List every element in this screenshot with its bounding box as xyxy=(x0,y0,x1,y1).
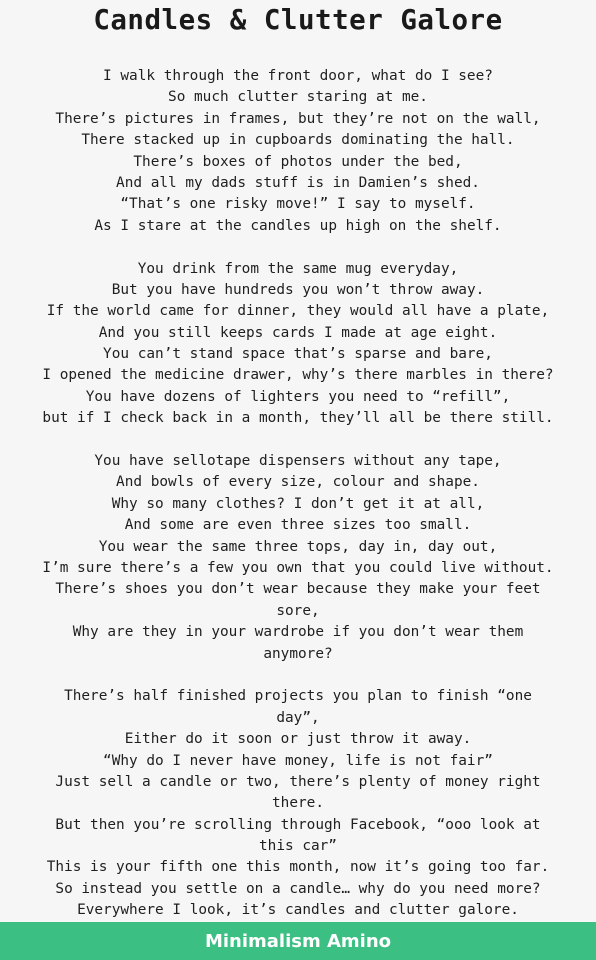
poem-line: Why so many clothes? I don’t get it at all, xyxy=(111,495,485,512)
poem-line: And bowls of every size, colour and shape. xyxy=(116,474,480,491)
poem-line: but if I check back in a month, they’ll all be there still. xyxy=(42,410,554,427)
poem-line: You drink from the same mug everyday, xyxy=(137,260,459,277)
poem-line: And some are even three sizes too small. xyxy=(124,517,472,534)
poem-line: “Why do I never have money, life is not fair” xyxy=(103,752,493,769)
poem-line: this car” xyxy=(259,838,337,855)
poem-body xyxy=(0,66,596,922)
poem-line: So much clutter staring at me. xyxy=(168,89,428,106)
poem-line: I’m sure there’s a few you own that you could live without. xyxy=(42,559,554,576)
poem-line: There’s half finished projects you plan to finish “one xyxy=(64,688,532,705)
poem-line: And you still keeps cards I made at age eight. xyxy=(98,324,498,341)
poem-line: I walk through the front door, what do I see? xyxy=(103,68,493,84)
poem-line: Just sell a candle or two, there’s plenty of money right xyxy=(55,773,541,790)
poem-line: There’s boxes of photos under the bed, xyxy=(133,153,463,170)
poem-line: there. xyxy=(272,795,324,812)
poem-line: But you have hundreds you won’t throw away. xyxy=(111,281,485,298)
poem-line: sore, xyxy=(276,602,320,619)
poem-line: If the world came for dinner, they would all have a plate, xyxy=(46,303,550,320)
poem-line: anymore? xyxy=(263,645,333,662)
poem-line: Why are they in your wardrobe if you don’t wear them xyxy=(72,624,524,641)
poem-line: As I stare at the candles up high on the shelf. xyxy=(94,217,502,234)
poem-line: Either do it soon or just throw it away. xyxy=(124,731,472,748)
poem-line: This is your fifth one this month, now it’s going too far. xyxy=(46,859,550,876)
poem-title: Candles & Clutter Galore xyxy=(93,4,503,36)
poem-line: So instead you settle on a candle… why do you need more? xyxy=(55,880,541,897)
footer-brand: Minimalism Amino xyxy=(204,930,392,952)
stanza-gap xyxy=(0,237,596,258)
footer-banner xyxy=(0,922,596,960)
poem-line: You have sellotape dispensers without any tape, xyxy=(94,453,502,470)
poem-line: There stacked up in cupboards dominating the hall. xyxy=(81,132,515,149)
poem-line: You wear the same three tops, day in, day out, xyxy=(98,538,498,555)
poem-line: Everywhere I look, it’s candles and clutter galore. xyxy=(77,902,519,919)
poem-line: You can’t stand space that’s sparse and bare, xyxy=(103,346,493,363)
poem-line: There’s pictures in frames, but they’re not on the wall, xyxy=(55,110,541,127)
poem-line: “That’s one risky move!” I say to myself. xyxy=(120,196,476,213)
poem-line: There’s shoes you don’t wear because they make your feet xyxy=(55,581,541,598)
poem-line: I opened the medicine drawer, why’s there marbles in there? xyxy=(42,367,554,384)
stanza-gap xyxy=(0,665,596,686)
poem-line: You have dozens of lighters you need to “refill”, xyxy=(85,388,511,405)
stanza-gap xyxy=(0,430,596,451)
poem-line: And all my dads stuff is in Damien’s shed. xyxy=(116,174,480,191)
poem-line: day”, xyxy=(276,709,320,726)
poem-line: But then you’re scrolling through Facebook, “ooo look at xyxy=(55,816,541,833)
